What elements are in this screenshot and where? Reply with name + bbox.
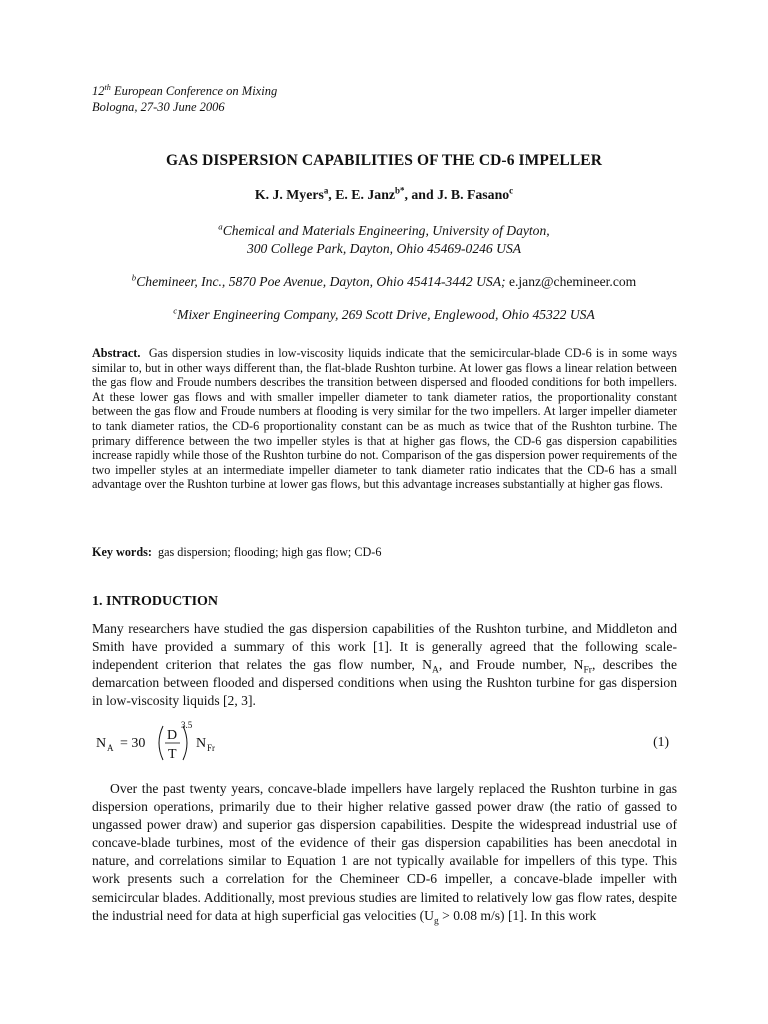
- conference-ordinal: th: [104, 82, 111, 92]
- conference-number: 12: [92, 84, 105, 98]
- author-affiliation-mark: c: [509, 185, 514, 196]
- affiliation-line: Chemineer, Inc., 5870 Poe Avenue, Dayton, Ohio 45414-3442 USA;: [136, 274, 506, 289]
- conference-title: European Conference on Mixing: [113, 84, 278, 98]
- affiliation-mark: a: [218, 221, 223, 232]
- paper-title: GAS DISPERSION CAPABILITIES OF THE CD-6 IMPELLER: [165, 152, 602, 169]
- abstract-label: Abstract.: [92, 346, 141, 360]
- author-separator: , and: [404, 187, 438, 202]
- left-parenthesis: [159, 726, 163, 760]
- equation-lhs: N: [96, 736, 107, 751]
- author-name: J. B. Fasano: [437, 187, 510, 202]
- author-separator: ,: [328, 187, 336, 202]
- author-affiliation-mark: a: [323, 185, 329, 196]
- conference-header: [92, 83, 277, 115]
- equation-lhs-subscript: A: [107, 743, 114, 753]
- conference-name: [92, 83, 277, 99]
- author-affiliation-mark: b*: [395, 185, 405, 196]
- body-paragraph: Over the past twenty years, concave-blade impellers have largely replaced the Rushton turbine in gas dispersion operations, primarily due to their higher relative gassed power draw (the ratio of gassed to ungassed power draw) and superior gas dispersion capabilities. Despite the widespread industrial use of concave-blade turbines, most of the evidence of their gas dispersion capabilities has been anecdotal in nature, and correlations similar to Equation 1 are not typically available for impellers of this type. This work presents such a correlation for the Chemineer CD-6 impeller, a concave-blade impeller with semicircular blades. Additionally, most previous studies are limited to relatively low gas flow rates, despite the industrial need for data at high superficial gas velocities ($U_g > 0.08$ m/s) [1]. In this work: [92, 781, 677, 927]
- abstract-text: Gas dispersion studies in low-viscosity liquids indicate that the semicircular-blade CD-6 is in some ways similar to, but in other ways different than, the flat-blade Rushton turbine. At lower gas flows a linear relation between the gas flow and Froude numbers describes the transition between dispersed and flooded conditions for both impellers. At these lower gas flows and with smaller impeller diameter to tank diameter ratios, the proportionality constant between the gas flow and Froude numbers at flooding is very similar for the two impellers. At larger impeller diameter to tank diameter ratios, the CD-6 proportionality constant can be as much as twice that of the Rushton turbine. The primary difference between the two impeller styles is that at higher gas flows, the CD-6 gas dispersion capabilities increase rapidly while those of the Rushton turbine do not. Comparison of the gas dispersion power requirements of the two impeller styles at an intermediate impeller diameter to tank diameter ratio indicates that the CD-6 has a small advantage over the Rushton turbine at lower gas flows, but this advantage increases substantially at higher gas flows.: [92, 346, 678, 492]
- equation-denominator: T: [168, 747, 177, 762]
- affiliation-b: [0, 273, 768, 291]
- equation-numerator: D: [167, 728, 178, 743]
- equation-equals: = 30: [120, 736, 146, 751]
- author-name: E. E. Janz: [335, 187, 395, 202]
- equation-rhs-subscript: Fr: [207, 743, 216, 753]
- equation-exponent: 3.5: [181, 720, 193, 730]
- affiliation-c: [0, 306, 768, 324]
- affiliation-a: [0, 222, 768, 258]
- section-heading: 1. INTRODUCTION: [92, 594, 219, 609]
- body-paragraph: Many researchers have studied the gas dispersion capabilities of the Rushton turbine, and Middleton and Smith have provided a summary of this work [1]. It is generally agreed that the following scale-independent criterion that relates the gas flow number, $N_A$, and Froude number, $N_{Fr}$, describes the demarcation between flooded and dispersed conditions when using the Rushton turbine for gas dispersion in low-viscosity liquids [2, 3].: [92, 621, 678, 709]
- keywords: [92, 545, 677, 560]
- author-list: [0, 187, 768, 203]
- affiliation-line: Mixer Engineering Company, 269 Scott Drive, Englewood, Ohio 45322 USA: [177, 307, 595, 322]
- right-parenthesis: [183, 726, 187, 760]
- affiliation-mark: c: [173, 305, 178, 316]
- keywords-text: gas dispersion; flooding; high gas flow; CD-6: [158, 545, 382, 559]
- equation-graphic: [92, 718, 292, 770]
- email-address: e.janz@chemineer.com: [508, 274, 637, 289]
- affiliation-line: Chemical and Materials Engineering, University of Dayton,: [222, 223, 550, 238]
- equation-number: (1): [653, 734, 669, 749]
- affiliation-line: 300 College Park, Dayton, Ohio 45469-0246 USA: [246, 241, 522, 256]
- keywords-label: Key words:: [92, 545, 152, 559]
- equation-rhs: N: [196, 736, 207, 751]
- abstract: [92, 346, 677, 492]
- conference-location-date: Bologna, 27-30 June 2006: [92, 100, 225, 114]
- affiliation-mark: b: [131, 272, 137, 283]
- author-name: K. J. Myers: [254, 187, 324, 202]
- equation-1: [92, 718, 677, 770]
